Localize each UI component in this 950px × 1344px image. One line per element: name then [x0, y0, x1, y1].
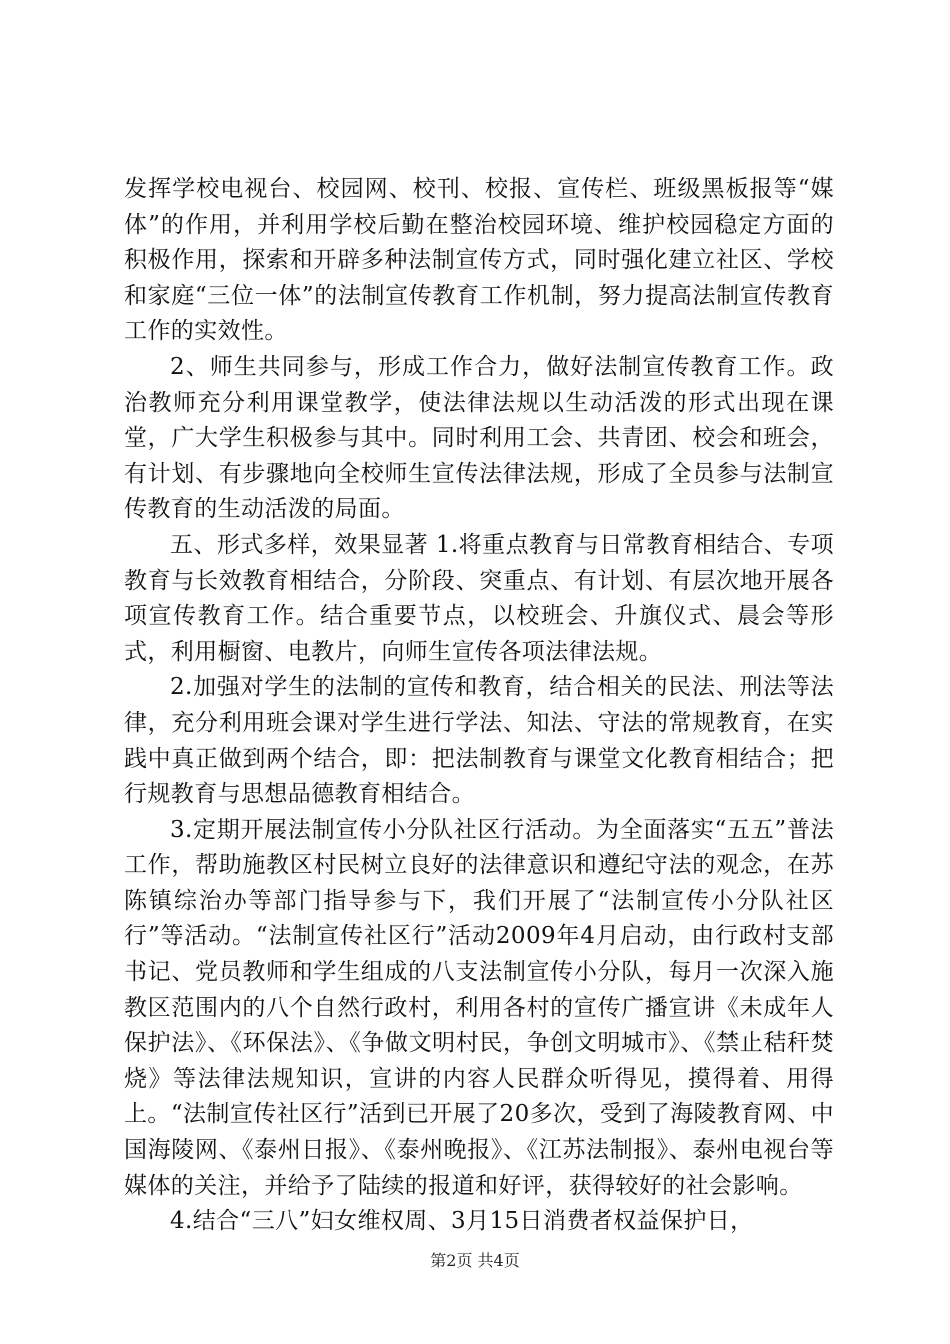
body-text: [124, 172, 834, 1240]
paragraph-item-3-community: 3.定期开展法制宣传小分队社区行活动。为全面落实“五五”普法工作，帮助施教区村民树立良好的法律意识和遵纪守法的观念，在苏陈镇综治办等部门指导参与下，我们开展了“法制宣传小分队社区行”等活动。“法制宣传社区行”活动2009年4月启动，由行政村支部书记、党员教师和学生组成的八支法制宣传小分队，每月一次深入施教区范围内的八个自然行政村，利用各村的宣传广播宣讲《未成年人保护法》、《环保法》、《争做文明村民，争创文明城市》、《禁止秸秆焚烧》等法律法规知识，宣讲的内容人民群众听得见，摸得着、用得上。“法制宣传社区行”活到已开展了20多次，受到了海陵教育网、中国海陵网、《泰州日报》、《泰州晚报》、《江苏法制报》、泰州电视台等媒体的关注，并给予了陆续的报道和好评，获得较好的社会影响。: [124, 816, 834, 1199]
paragraph-section-5: 五、形式多样，效果显著 1.将重点教育与日常教育相结合、专项教育与长效教育相结合，分阶段、突重点、有计划、有层次地开展各项宣传教育工作。结合重要节点，以校班会、升旗仪式、晨会等形式，利用橱窗、电教片，向师生宣传各项法律法规。: [124, 531, 834, 665]
paragraph-item-2: 2、师生共同参与，形成工作合力，做好法制宣传教育工作。政治教师充分利用课堂教学，使法律法规以生动活泼的形式出现在课堂，广大学生积极参与其中。同时利用工会、共青团、校会和班会，有计划、有步骤地向全校师生宣传法律法规，形成了全员参与法制宣传教育的生动活泼的局面。: [124, 353, 834, 523]
paragraph-continuation: 发挥学校电视台、校园网、校刊、校报、宣传栏、班级黑板报等“媒体”的作用，并利用学校后勤在整治校园环境、维护校园稳定方面的积极作用，探索和开辟多种法制宣传方式，同时强化建立社区、学校和家庭“三位一体”的法制宣传教育工作机制，努力提高法制宣传教育工作的实效性。: [124, 176, 834, 345]
paragraph-item-2-education: 2.加强对学生的法制的宣传和教育，结合相关的民法、刑法等法律，充分利用班会课对学生进行学法、知法、守法的常规教育，在实践中真正做到两个结合，即：把法制教育与课堂文化教育相结合；把行规教育与思想品德教育相结合。: [124, 674, 834, 808]
paragraph-item-4: 4.结合“三八”妇女维权周、3月15日消费者权益保护日，: [170, 1208, 754, 1235]
page-footer: 第2页 共4页: [430, 1251, 520, 1270]
